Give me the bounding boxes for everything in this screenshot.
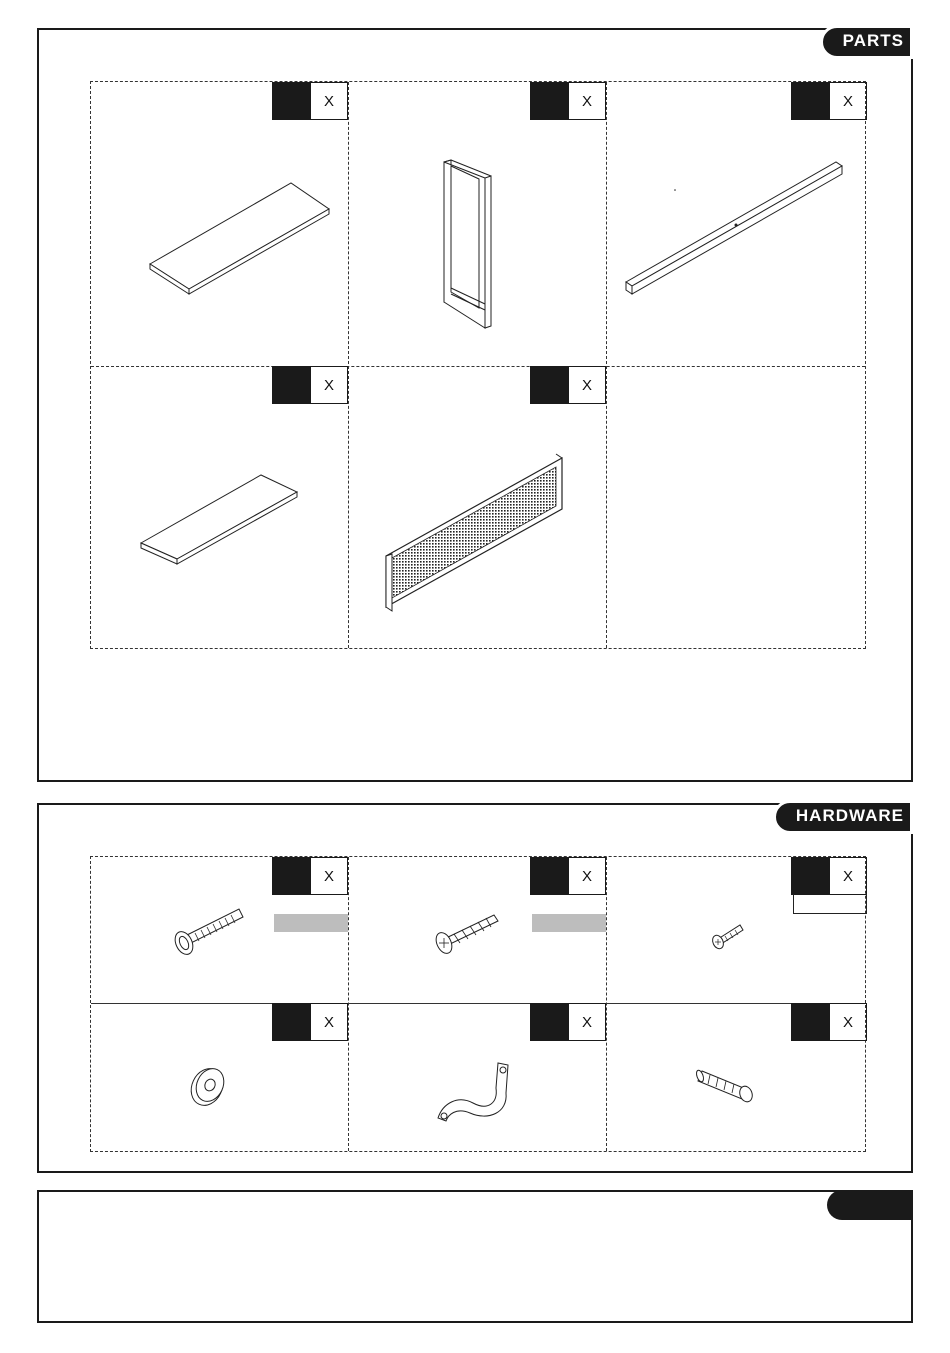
quantity-mark: X	[842, 1013, 853, 1031]
mesh-panel-drawing	[348, 366, 606, 650]
hardware-cell-wood-screw-long	[348, 857, 606, 1003]
parts-title: PARTS	[842, 31, 904, 50]
notes-tab	[827, 1190, 913, 1220]
shelf-board-small-drawing	[91, 366, 348, 650]
washer-icon	[91, 1003, 348, 1153]
wood-screw-long-icon	[348, 857, 606, 1003]
quantity-mark: X	[581, 92, 592, 110]
hardware-cell-washer	[91, 1003, 348, 1153]
shelf-board-large-drawing	[91, 82, 348, 366]
part-cell-shelf-board-small	[91, 366, 348, 650]
part-cell-long-rail	[606, 82, 867, 366]
machine-bolt-icon	[91, 857, 348, 1003]
side-frame-drawing	[348, 82, 606, 366]
hardware-tab	[773, 800, 913, 834]
wall-strap-icon	[348, 1003, 606, 1153]
quantity-mark: X	[581, 376, 592, 394]
part-cell-side-frame	[348, 82, 606, 366]
parts-grid	[90, 81, 866, 649]
long-rail-drawing	[606, 82, 867, 366]
quantity-mark: X	[581, 1013, 592, 1031]
hardware-title: HARDWARE	[795, 806, 904, 825]
quantity-mark: X	[323, 92, 334, 110]
quantity-mark: X	[323, 1013, 334, 1031]
hardware-cell-wall-strap	[348, 1003, 606, 1153]
part-cell-mesh-panel	[348, 366, 606, 650]
part-cell-shelf-board-large	[91, 82, 348, 366]
quantity-mark: X	[323, 376, 334, 394]
parts-section	[37, 28, 913, 782]
parts-tab	[820, 25, 913, 59]
notes-section	[37, 1190, 913, 1323]
quantity-mark: X	[581, 867, 592, 885]
hardware-cell-machine-bolt	[91, 857, 348, 1003]
hardware-cell-wall-anchor	[606, 1003, 867, 1153]
quantity-mark: X	[842, 92, 853, 110]
hardware-section	[37, 803, 913, 1173]
quantity-mark: X	[842, 867, 853, 885]
wall-anchor-icon	[606, 1003, 867, 1153]
quantity-mark: X	[323, 867, 334, 885]
wood-screw-short-icon	[606, 857, 867, 1003]
hardware-grid	[90, 856, 866, 1152]
hardware-cell-wood-screw-short	[606, 857, 867, 1003]
